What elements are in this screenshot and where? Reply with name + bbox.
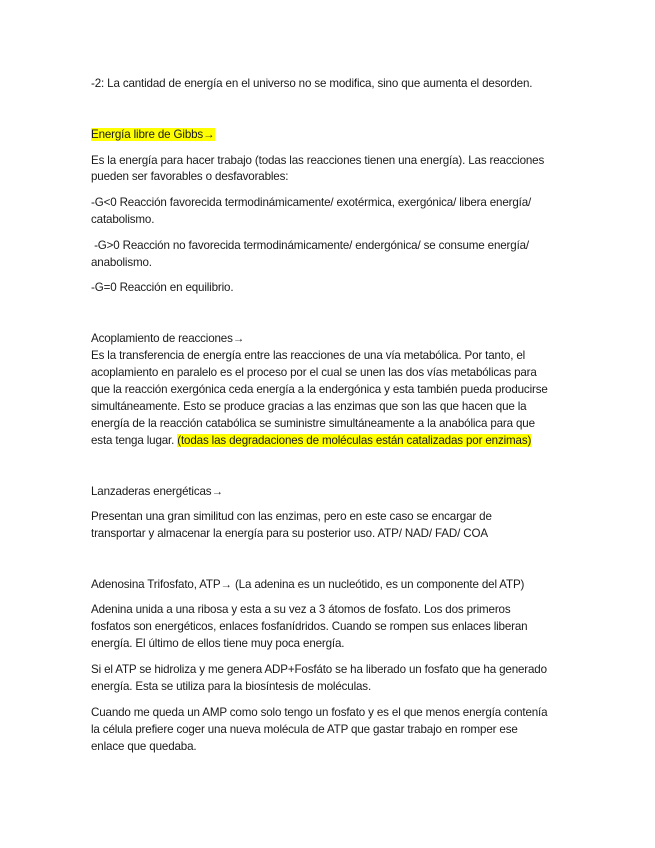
gibbs-body-line: Es la energía para hacer trabajo (todas las reacciones tienen una energía). Las reacciones	[91, 154, 545, 167]
coupling-body-line: acoplamiento en paralelo es el proceso por el cual se unen las dos vías metabólicas para	[91, 366, 537, 379]
atp-paragraph-line: la célula prefiere coger una nueva molécula de ATP que gastar trabajo en romper ese	[91, 723, 518, 736]
intro-text: -2: La cantidad de energía en el universo no se modifica, sino que aumenta el desorden.	[91, 77, 533, 90]
shuttles-heading: Lanzaderas energéticas→	[91, 485, 223, 498]
shuttles-body-line: transportar y almacenar la energía para su posterior uso. ATP/ NAD/ FAD/ COA	[91, 527, 488, 540]
gibbs-heading-highlight: Energía libre de Gibbs→	[91, 128, 215, 141]
atp-heading: Adenosina Trifosfato, ATP→ (La adenina es un nucleótido, es un componente del ATP)	[91, 578, 525, 591]
atp-paragraph-line: Adenina unida a una ribosa y esta a su vez a 3 átomos de fosfato. Los dos primeros	[91, 603, 511, 616]
gibbs-body-line: pueden ser favorables o desfavorables:	[91, 170, 289, 183]
atp-paragraph-line: energía. Esta se utiliza para la biosíntesis de moléculas.	[91, 680, 372, 693]
shuttles-body-line: Presentan una gran similitud con las enzimas, pero en este caso se encargar de	[91, 510, 492, 523]
gibbs-heading	[91, 127, 215, 143]
coupling-body-line: que la reacción exergónica ceda energía a la endergónica y esta también pueda producirse	[91, 383, 548, 396]
coupling-body-line: energía de la reacción catabólica se suministre simultáneamente a la anabólica para que	[91, 417, 535, 430]
gibbs-case-zero: -G=0 Reacción en equilibrio.	[91, 281, 234, 294]
atp-paragraph-line: enlace que quedaba.	[91, 740, 197, 753]
atp-paragraph-line: fosfatos son energéticos, enlaces fosfanídridos. Cuando se rompen sus enlaces liberan	[91, 620, 528, 633]
gibbs-case-positive: anabolismo.	[91, 256, 152, 269]
gibbs-case-negative: -G<0 Reacción favorecida termodinámicamente/ exotérmica, exergónica/ libera energía/	[91, 196, 532, 209]
coupling-highlight-note: (todas las degradaciones de moléculas están catalizadas por enzimas)	[177, 434, 532, 447]
coupling-last-line-text: esta tenga lugar.	[91, 434, 178, 447]
coupling-heading: Acoplamiento de reacciones→	[91, 332, 245, 345]
gibbs-case-negative: catabolismo.	[91, 213, 155, 226]
coupling-body-line: simultáneamente. Esto se produce gracias a las enzimas que son las que hacen que la	[91, 400, 527, 413]
atp-paragraph-line: Cuando me queda un AMP como solo tengo un fosfato y es el que menos energía contenía	[91, 706, 548, 719]
atp-paragraph-line: energía. El último de ellos tiene muy poca energía.	[91, 637, 345, 650]
atp-paragraph-line: Si el ATP se hidroliza y me genera ADP+Fosfáto se ha liberado un fosfato que ha generado	[91, 663, 547, 676]
gibbs-case-positive: -G>0 Reacción no favorecida termodinámicamente/ endergónica/ se consume energía/	[91, 239, 530, 252]
coupling-last-line	[91, 433, 531, 449]
coupling-body-line: Es la transferencia de energía entre las reacciones de una vía metabólica. Por tanto, el	[91, 349, 526, 362]
